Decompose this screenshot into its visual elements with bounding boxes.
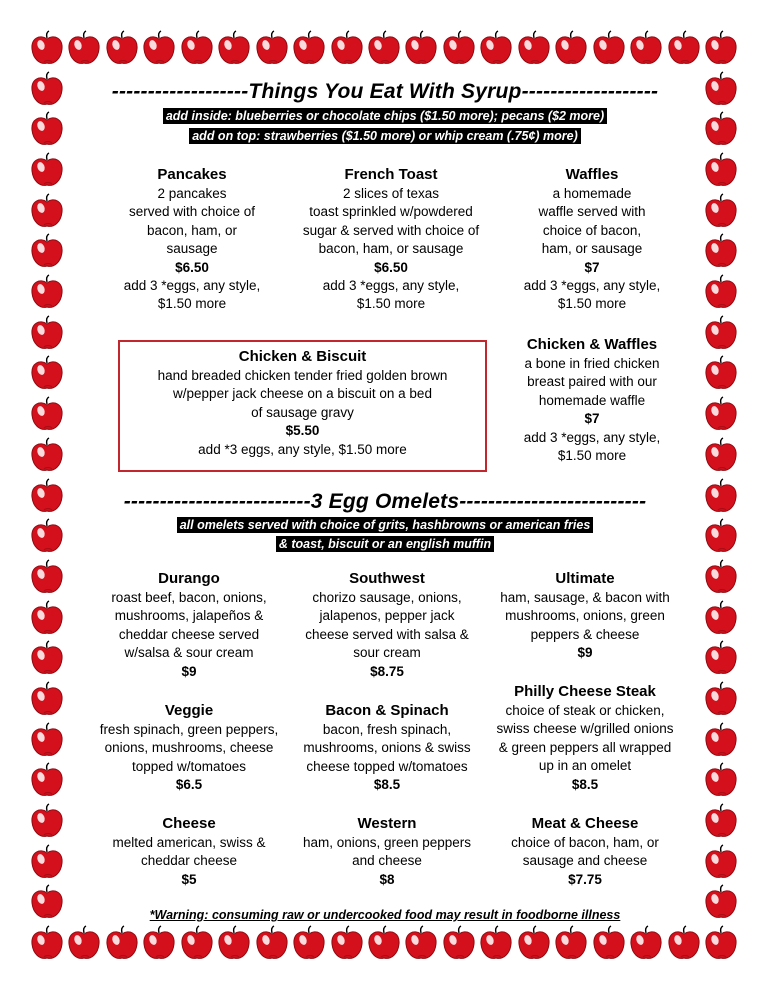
item-price: $5.50 — [285, 423, 320, 439]
apple-icon — [217, 30, 251, 66]
apple-icon — [704, 681, 738, 717]
menu-item-chicken-waffles: Chicken & Waffles a bone in fried chicken breast paired with our homemade waffle $7 add 3 *eggs, any style, $1.50 more — [492, 334, 692, 465]
apple-icon — [479, 925, 513, 961]
apple-icon — [30, 437, 64, 473]
apple-icon — [704, 640, 738, 676]
apple-icon — [30, 722, 64, 758]
apple-icon — [30, 152, 64, 188]
apple-icon — [255, 925, 289, 961]
apple-icon — [592, 30, 626, 66]
apple-icon — [704, 111, 738, 147]
apple-icon — [704, 274, 738, 310]
apple-icon — [704, 844, 738, 880]
apple-icon — [180, 30, 214, 66]
apple-icon — [554, 925, 588, 961]
apple-icon — [30, 274, 64, 310]
apple-icon — [704, 71, 738, 107]
menu-item-veggie: Veggie fresh spinach, green peppers, onions, mushrooms, cheese topped w/tomatoes $6.5 — [84, 700, 294, 795]
featured-item-box — [118, 340, 487, 472]
apple-icon — [367, 925, 401, 961]
item-price: $8.75 — [370, 663, 404, 679]
menu-item-french-toast: French Toast 2 slices of texas toast sprinkled w/powdered sugar & served with choice of bacon, ham, or sausage $6.50 add 3 *eggs, any style, $1.50 more — [286, 164, 496, 314]
apple-icon — [330, 925, 364, 961]
apple-icon — [30, 30, 64, 66]
apple-icon — [704, 803, 738, 839]
apple-icon — [30, 315, 64, 351]
apple-icon — [667, 925, 701, 961]
apple-icon — [517, 30, 551, 66]
menu-item-western: Western ham, onions, green peppers and cheese $8 — [282, 813, 492, 889]
apple-icon — [180, 925, 214, 961]
item-name: Cheese — [162, 815, 216, 832]
menu-item-bacon-spinach: Bacon & Spinach bacon, fresh spinach, mushrooms, onions & swiss cheese topped w/tomatoes $8.5 — [282, 700, 492, 795]
apple-icon — [404, 925, 438, 961]
apple-icon — [30, 884, 64, 920]
food-safety-warning: *Warning: consuming raw or undercooked food may result in foodborne illness — [149, 908, 621, 922]
item-price: $5 — [181, 871, 197, 887]
item-price: $6.50 — [175, 259, 209, 275]
apple-icon — [704, 559, 738, 595]
apple-icon — [704, 925, 738, 961]
item-name: Western — [357, 815, 417, 832]
item-price: $8 — [379, 871, 395, 887]
item-price: $8.5 — [373, 777, 401, 793]
item-name: Chicken & Biscuit — [238, 348, 367, 365]
apple-icon — [629, 925, 663, 961]
menu-page — [80, 70, 690, 930]
item-price: $9 — [181, 663, 197, 679]
syrup-section-title: -------------------Things You Eat With Syrup------------------- — [111, 80, 659, 103]
apple-icon — [105, 30, 139, 66]
apple-icon — [30, 844, 64, 880]
apple-icon — [30, 762, 64, 798]
omelets-section-title: --------------------------3 Egg Omelets-------------------------- — [123, 490, 647, 513]
item-name: Meat & Cheese — [531, 815, 639, 832]
omelets-note-bread: & toast, biscuit or an english muffin — [80, 535, 690, 554]
menu-item-waffles: Waffles a homemade waffle served with choice of bacon, ham, or sausage $7 add 3 *eggs, any style, $1.50 more — [492, 164, 692, 314]
item-price: $7 — [584, 259, 600, 275]
apple-icon — [30, 559, 64, 595]
apple-icon — [704, 722, 738, 758]
menu-item-meat-cheese: Meat & Cheese choice of bacon, ham, or sausage and cheese $7.75 — [478, 813, 692, 889]
item-price: $6.50 — [374, 259, 408, 275]
apple-icon — [704, 193, 738, 229]
apple-icon — [30, 518, 64, 554]
item-price: $8.5 — [571, 776, 599, 792]
apple-icon — [404, 30, 438, 66]
item-name: Southwest — [349, 570, 425, 587]
apple-icon — [30, 681, 64, 717]
apple-icon — [292, 30, 326, 66]
menu-item-pancakes: Pancakes 2 pancakes served with choice of bacon, ham, or sausage $6.50 add 3 *eggs, any style, $1.50 more — [92, 164, 292, 314]
apple-icon — [367, 30, 401, 66]
apple-icon — [142, 925, 176, 961]
apple-icon — [704, 355, 738, 391]
apple-icon — [704, 315, 738, 351]
apple-icon — [442, 30, 476, 66]
syrup-note-inside: add inside: blueberries or chocolate chips ($1.50 more); pecans ($2 more) — [80, 107, 690, 126]
menu-item-cheese: Cheese melted american, swiss & cheddar cheese $5 — [84, 813, 294, 889]
apple-icon — [30, 600, 64, 636]
apple-icon — [592, 925, 626, 961]
apple-icon — [30, 233, 64, 269]
apple-icon — [30, 71, 64, 107]
apple-icon — [704, 600, 738, 636]
apple-icon — [30, 640, 64, 676]
apple-icon — [255, 30, 289, 66]
item-name: French Toast — [344, 166, 438, 183]
menu-item-durango: Durango roast beef, bacon, onions, mushrooms, jalapeños & cheddar cheese served w/salsa & sour cream $9 — [84, 568, 294, 681]
item-name: Pancakes — [157, 166, 227, 183]
apple-icon — [442, 925, 476, 961]
apple-icon — [479, 30, 513, 66]
apple-icon — [704, 762, 738, 798]
apple-icon — [704, 884, 738, 920]
item-price: $7 — [584, 411, 600, 427]
apple-icon — [105, 925, 139, 961]
apple-icon — [30, 925, 64, 961]
apple-icon — [704, 30, 738, 66]
apple-icon — [30, 478, 64, 514]
item-price: $9 — [577, 645, 593, 661]
apple-icon — [30, 803, 64, 839]
menu-item-ultimate: Ultimate ham, sausage, & bacon with mushrooms, onions, green peppers & cheese $9 — [478, 568, 692, 663]
apple-icon — [30, 355, 64, 391]
item-name: Durango — [158, 570, 220, 587]
apple-icon — [217, 925, 251, 961]
apple-icon — [667, 30, 701, 66]
apple-icon — [704, 478, 738, 514]
apple-icon — [67, 30, 101, 66]
item-name: Veggie — [164, 702, 214, 719]
apple-icon — [292, 925, 326, 961]
apple-icon — [30, 111, 64, 147]
item-price: $7.75 — [568, 871, 602, 887]
omelets-note-sides: all omelets served with choice of grits, hashbrowns or american fries — [80, 516, 690, 535]
item-name: Philly Cheese Steak — [514, 683, 656, 700]
apple-icon — [517, 925, 551, 961]
apple-icon — [554, 30, 588, 66]
syrup-note-on-top: add on top: strawberries ($1.50 more) or whip cream (.75¢) more) — [80, 127, 690, 146]
apple-icon — [704, 518, 738, 554]
item-name: Ultimate — [555, 570, 615, 587]
menu-item-chicken-biscuit: Chicken & Biscuit hand breaded chicken tender fried golden brown w/pepper jack cheese on a biscuit on a bed of sausage gravy $5.50 add *3 eggs, any style, $1.50 more — [120, 346, 485, 459]
item-name: Chicken & Waffles — [526, 336, 658, 353]
apple-icon — [704, 233, 738, 269]
apple-icon — [30, 396, 64, 432]
apple-icon — [142, 30, 176, 66]
menu-item-philly-cheese-steak: Philly Cheese Steak choice of steak or chicken, swiss cheese w/grilled onions & green peppers all wrapped up in an omelet $8.5 — [478, 681, 692, 794]
apple-icon — [67, 925, 101, 961]
menu-item-southwest: Southwest chorizo sausage, onions, jalapenos, pepper jack cheese served with salsa & sour cream $8.75 — [282, 568, 492, 681]
apple-icon — [704, 437, 738, 473]
apple-icon — [704, 152, 738, 188]
item-name: Waffles — [565, 166, 619, 183]
item-name: Bacon & Spinach — [325, 702, 449, 719]
apple-icon — [30, 193, 64, 229]
item-price: $6.5 — [175, 777, 203, 793]
apple-icon — [629, 30, 663, 66]
apple-icon — [704, 396, 738, 432]
apple-icon — [330, 30, 364, 66]
